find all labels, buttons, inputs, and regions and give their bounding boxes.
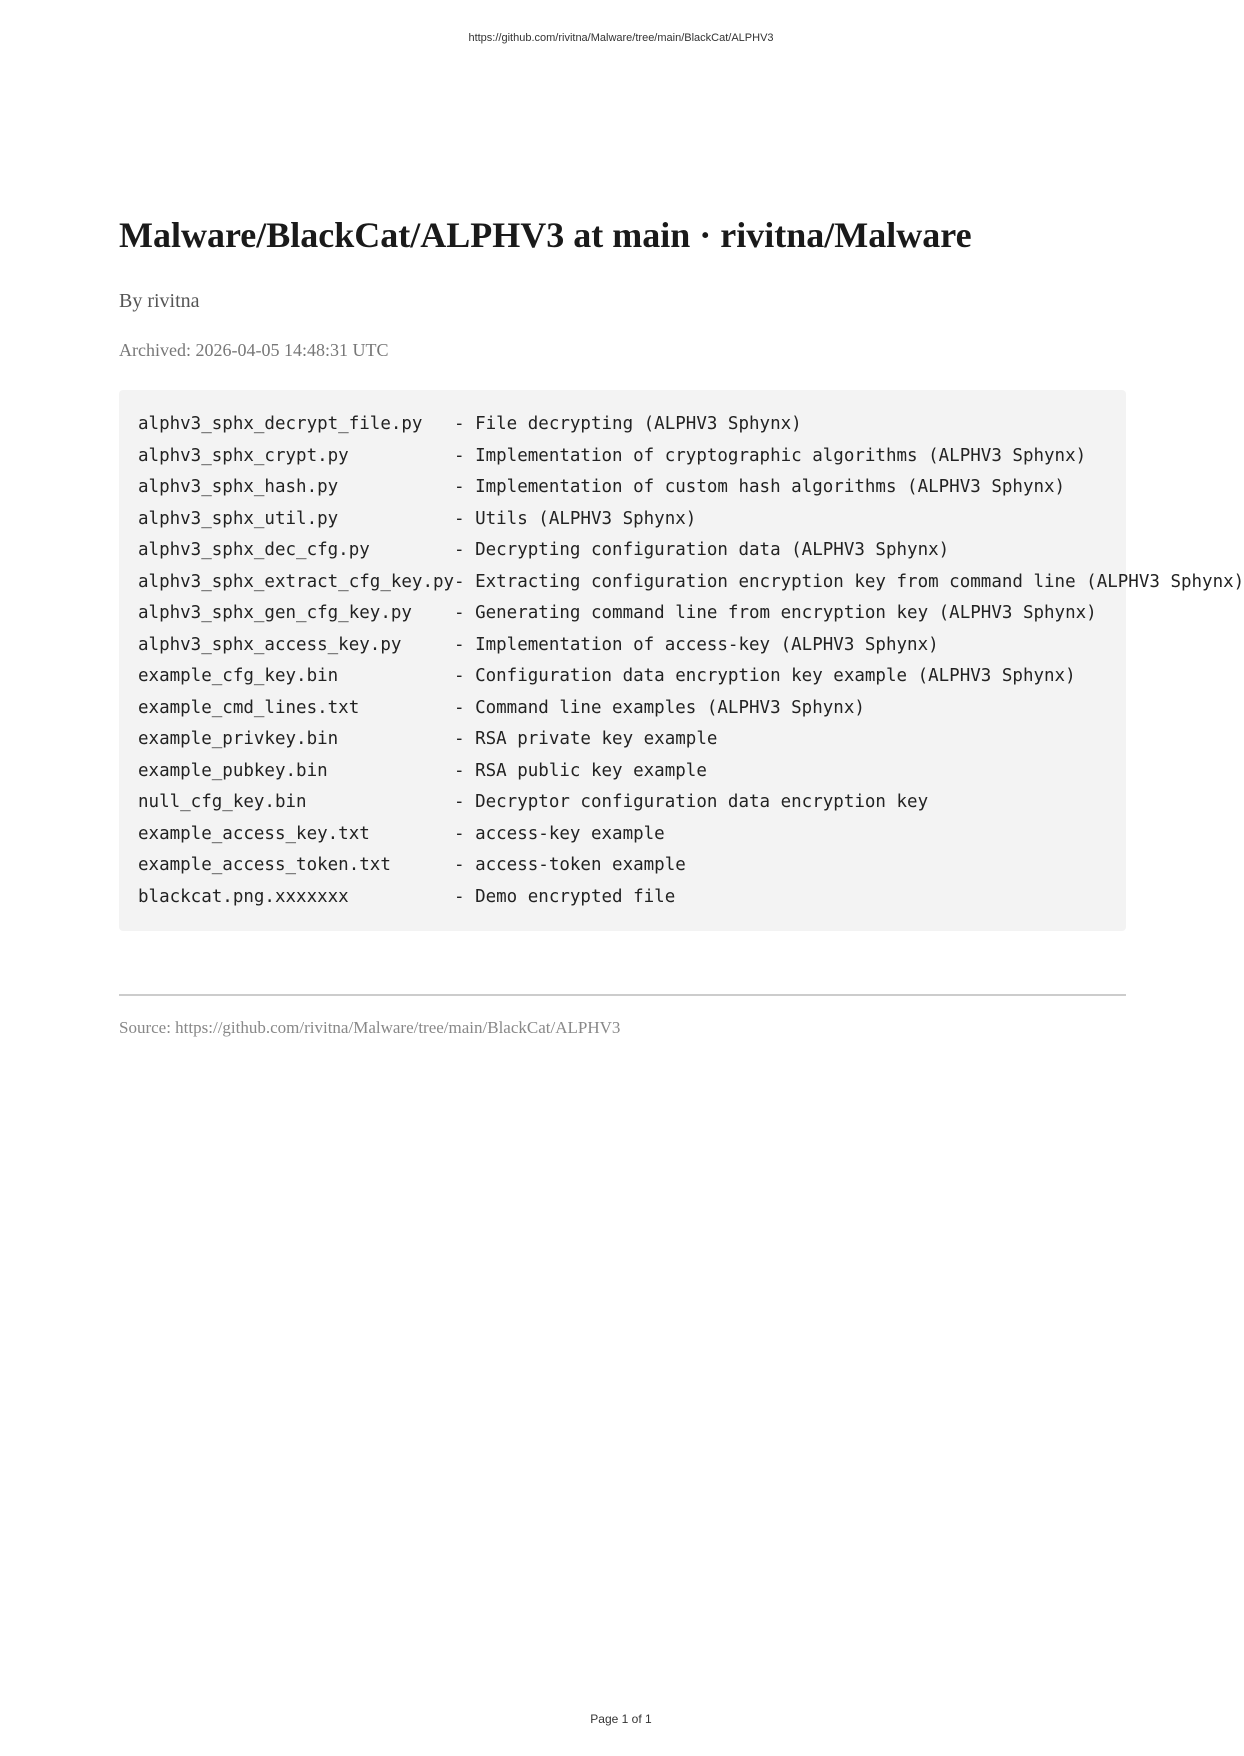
code-description: - access-key example <box>454 823 665 844</box>
page-number: Page 1 of 1 <box>590 1712 652 1726</box>
code-filename: example_cmd_lines.txt <box>138 697 360 718</box>
code-description: - Utils (ALPHV3 Sphynx) <box>454 508 697 529</box>
code-line <box>138 598 1126 630</box>
code-block <box>119 390 1244 931</box>
code-filename: example_privkey.bin <box>138 729 339 749</box>
code-description: - Configuration data encryption key example (ALPHV3 Sphynx) <box>454 666 1076 686</box>
code-line <box>138 756 1126 788</box>
code-line <box>138 409 1126 441</box>
code-line <box>138 882 1126 914</box>
code-filename: alphv3_sphx_gen_cfg_key.py <box>138 603 412 623</box>
code-line <box>138 819 1126 851</box>
code-line <box>138 567 1244 599</box>
code-description: - Decrypting configuration data (ALPHV3 Sphynx) <box>454 540 950 560</box>
page-header-url: https://github.com/rivitna/Malware/tree/main/BlackCat/ALPHV3 <box>468 32 774 44</box>
code-filename: alphv3_sphx_decrypt_file.py <box>138 414 423 434</box>
code-line <box>138 472 1126 504</box>
code-line <box>138 630 1126 662</box>
archived-timestamp: Archived: 2026-04-05 14:48:31 UTC <box>119 340 389 360</box>
code-line <box>138 535 1126 567</box>
code-filename: alphv3_sphx_extract_cfg_key.py <box>138 571 455 592</box>
code-description: - File decrypting (ALPHV3 Sphynx) <box>454 414 802 434</box>
code-description: - Implementation of custom hash algorithms (ALPHV3 Sphynx) <box>454 477 1066 497</box>
code-line <box>138 850 1126 882</box>
code-filename: example_pubkey.bin <box>138 760 328 781</box>
source-link[interactable]: Source: https://github.com/rivitna/Malware/tree/main/BlackCat/ALPHV3 <box>119 1018 621 1037</box>
code-description: - Generating command line from encryption key (ALPHV3 Sphynx) <box>454 603 1097 623</box>
code-description: - Extracting configuration encryption key from command line (ALPHV3 Sphynx) <box>454 571 1244 592</box>
code-filename: alphv3_sphx_util.py <box>138 508 339 529</box>
page-title: Malware/BlackCat/ALPHV3 at main · rivitna/Malware <box>119 215 972 255</box>
code-description: - RSA private key example <box>454 729 718 749</box>
code-description: - Implementation of access-key (ALPHV3 Sphynx) <box>454 634 939 655</box>
code-filename: alphv3_sphx_dec_cfg.py <box>138 540 370 560</box>
code-line <box>138 693 1126 725</box>
code-line <box>138 724 1126 756</box>
code-description: - Demo encrypted file <box>454 886 676 907</box>
code-description: - Implementation of cryptographic algorithms (ALPHV3 Sphynx) <box>454 445 1087 466</box>
author-byline: By rivitna <box>119 290 200 312</box>
code-description: - access-token example <box>454 855 686 875</box>
code-line <box>138 787 1126 819</box>
code-line <box>138 661 1126 693</box>
code-filename: example_cfg_key.bin <box>138 666 339 686</box>
code-filename: null_cfg_key.bin <box>138 792 307 812</box>
code-description: - Command line examples (ALPHV3 Sphynx) <box>454 697 865 718</box>
code-description: - RSA public key example <box>454 760 707 781</box>
code-description: - Decryptor configuration data encryption key <box>454 792 929 812</box>
divider <box>119 994 1126 996</box>
code-filename: blackcat.png.xxxxxxx <box>138 886 349 907</box>
code-line <box>138 504 1126 536</box>
code-filename: example_access_token.txt <box>138 855 391 875</box>
code-line <box>138 441 1126 473</box>
code-filename: alphv3_sphx_access_key.py <box>138 634 402 655</box>
code-filename: alphv3_sphx_crypt.py <box>138 445 349 466</box>
code-filename: alphv3_sphx_hash.py <box>138 477 339 497</box>
code-filename: example_access_key.txt <box>138 823 370 844</box>
